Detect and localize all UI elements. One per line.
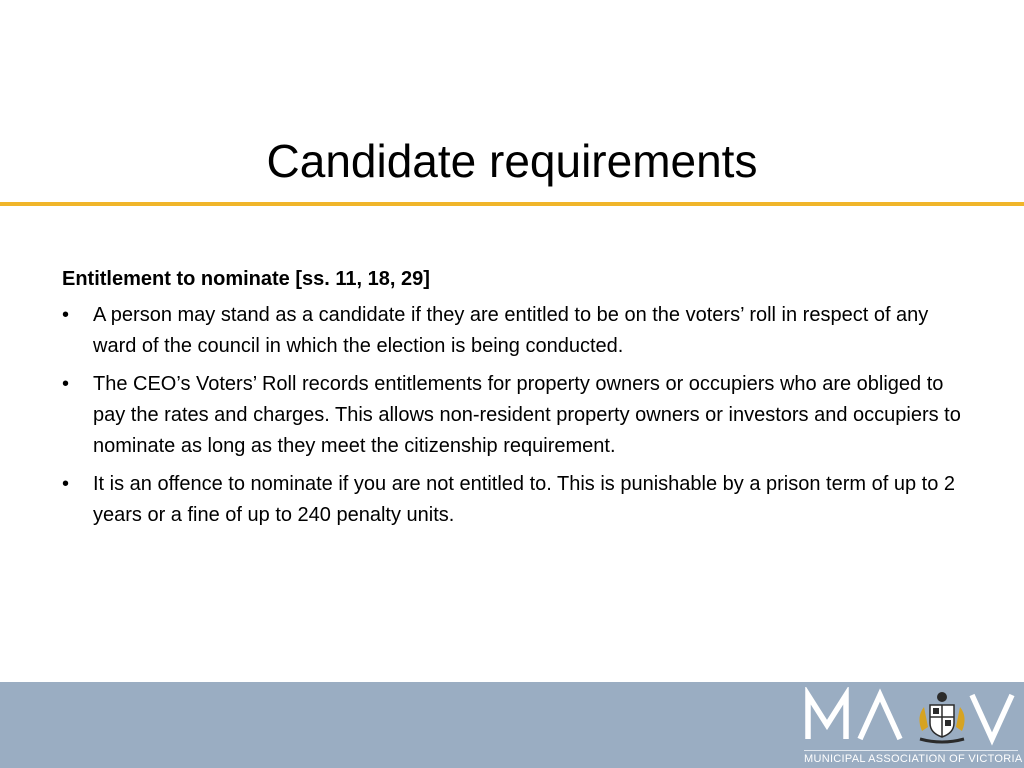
bullet-text: The CEO’s Voters’ Roll records entitlements for property owners or occupiers who are obliged to pay the rates and charges. This allows non-resident property owners or investors and occupiers to nominate as long as they meet the citizenship requirement. <box>93 373 961 457</box>
bullet-marker: • <box>62 373 70 395</box>
bullet-text: It is an offence to nominate if you are not entitled to. This is punishable by a prison term of up to 2 years or a fine of up to 240 penalty units. <box>93 473 955 526</box>
bullet-item <box>62 369 962 462</box>
mav-logo-icon <box>804 687 1018 747</box>
bullet-list <box>62 300 962 531</box>
bullet-item <box>62 300 962 362</box>
mav-brand <box>804 687 1023 765</box>
section-heading: Entitlement to nominate [ss. 11, 18, 29] <box>62 268 430 290</box>
bullet-item <box>62 469 962 531</box>
bullet-text: A person may stand as a candidate if they are entitled to be on the voters’ roll in respect of any ward of the council in which the election is being conducted. <box>93 304 929 357</box>
bullet-marker: • <box>62 304 70 326</box>
slide-content <box>62 264 962 538</box>
org-name: MUNICIPAL ASSOCIATION OF VICTORIA <box>804 750 1018 765</box>
title-divider <box>0 202 1024 206</box>
bullet-marker: • <box>62 473 70 495</box>
slide-title: Candidate requirements <box>266 134 758 187</box>
crest-icon <box>919 692 964 742</box>
